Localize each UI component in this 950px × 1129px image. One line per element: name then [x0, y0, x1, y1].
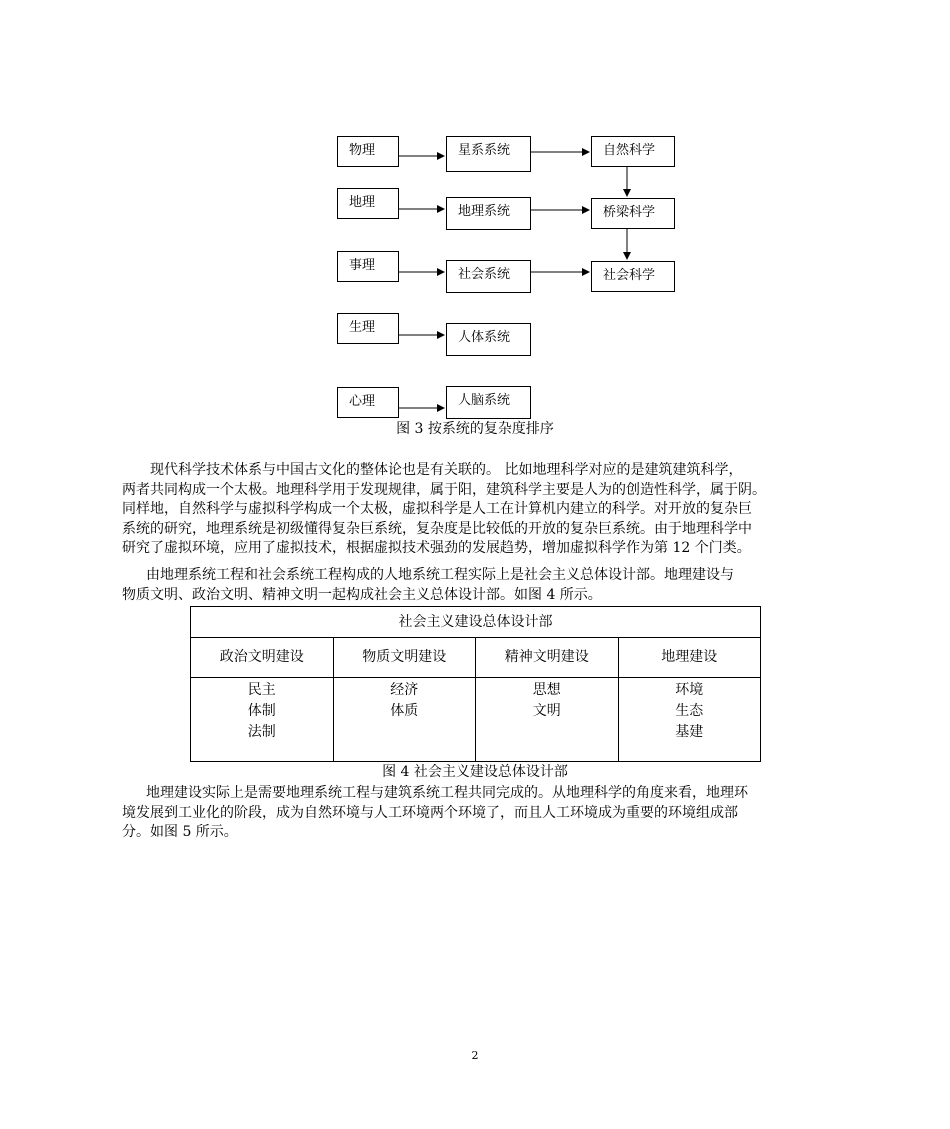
diagram-box-shili: 事理: [337, 251, 399, 282]
paragraph-3-line: 分。如图 5 所示。: [122, 824, 238, 841]
diagram-box-ziran-kexue: 自然科学: [591, 136, 675, 167]
page-number: 2: [471, 1049, 479, 1062]
diagram-box-shengli: 生理: [337, 313, 399, 344]
diagram-box-renti-xitong: 人体系统: [446, 323, 531, 356]
paragraph-1-line: 研究了虚拟环境，应用了虚拟技术，根据虚拟技术强劲的发展趋势，增加虚拟科学作为第 12 个门类。: [122, 540, 751, 557]
table-cell-geographic: [618, 678, 761, 762]
table-item: 文明: [532, 703, 561, 719]
paragraph-2: [122, 566, 830, 605]
table-cell-material: [333, 678, 476, 762]
table-item: 体制: [247, 703, 276, 719]
diagram-box-rennao-xitong: 人脑系统: [446, 386, 531, 419]
diagram-box-dili: 地理: [337, 188, 399, 219]
paragraph-1-line: 同样地，自然科学与虚拟科学构成一个太极，虚拟科学是人工在计算机内建立的科学。对开放的复杂巨: [122, 501, 752, 518]
diagram-box-dili-xitong: 地理系统: [446, 197, 531, 230]
paragraph-1-line: 两者共同构成一个太极。地理科学用于发现规律，属于阳，建筑科学主要是人为的创造性科学，属于阴。: [122, 481, 766, 498]
table-item: 民主: [247, 682, 276, 698]
table-item: 经济: [390, 682, 419, 698]
table-item: 法制: [247, 724, 276, 740]
paragraph-3: [122, 784, 830, 843]
table-header-geographic: 地理建设: [618, 638, 761, 678]
diagram-box-xinli: 心理: [337, 387, 399, 418]
table-item: 体质: [390, 703, 419, 719]
figure4-caption: 图 4 社会主义建设总体设计部: [382, 764, 568, 780]
paragraph-1-line: 系统的研究，地理系统是初级懂得复杂巨系统，复杂度是比较低的开放的复杂巨系统。由于地理科学中: [122, 520, 752, 537]
table-header-political: 政治文明建设: [191, 638, 334, 678]
table-cell-spiritual: [476, 678, 619, 762]
table-item: 生态: [675, 703, 704, 719]
table-header-spiritual: 精神文明建设: [476, 638, 619, 678]
paragraph-1-line: 现代科学技术体系与中国古文化的整体论也是有关联的。 比如地理科学对应的是建筑建筑科学，: [150, 462, 743, 478]
figure3-caption: 图 3 按系统的复杂度排序: [396, 421, 554, 437]
table-item: 思想: [532, 682, 561, 698]
figure4-table: [190, 606, 761, 762]
diagram-box-shehui-kexue: 社会科学: [591, 261, 675, 292]
diagram-box-xingxi-xitong: 星系系统: [446, 136, 531, 172]
diagram-box-shehui-xitong: 社会系统: [446, 260, 531, 293]
diagram-box-qiaoliang-kexue: 桥梁科学: [591, 198, 675, 229]
table-item: 环境: [675, 682, 704, 698]
paragraph-3-line: 境发展到工业化的阶段，成为自然环境与人工环境两个环境了，而且人工环境成为重要的环境组成部: [122, 804, 738, 821]
table-title: 社会主义建设总体设计部: [191, 607, 761, 638]
diagram-box-wuli: 物理: [337, 136, 399, 167]
paragraph-2-line: 由地理系统工程和社会系统工程构成的人地系统工程实际上是社会主义总体设计部。地理建设与: [146, 567, 734, 583]
paragraph-3-line: 地理建设实际上是需要地理系统工程与建筑系统工程共同完成的。从地理科学的角度来看，地理环: [146, 785, 748, 801]
table-header-material: 物质文明建设: [333, 638, 476, 678]
paragraph-2-line: 物质文明、政治文明、精神文明一起构成社会主义总体设计部。如图 4 所示。: [122, 586, 602, 603]
table-cell-political: [191, 678, 334, 762]
table-item: 基建: [675, 724, 704, 740]
paragraph-1: [122, 461, 830, 559]
